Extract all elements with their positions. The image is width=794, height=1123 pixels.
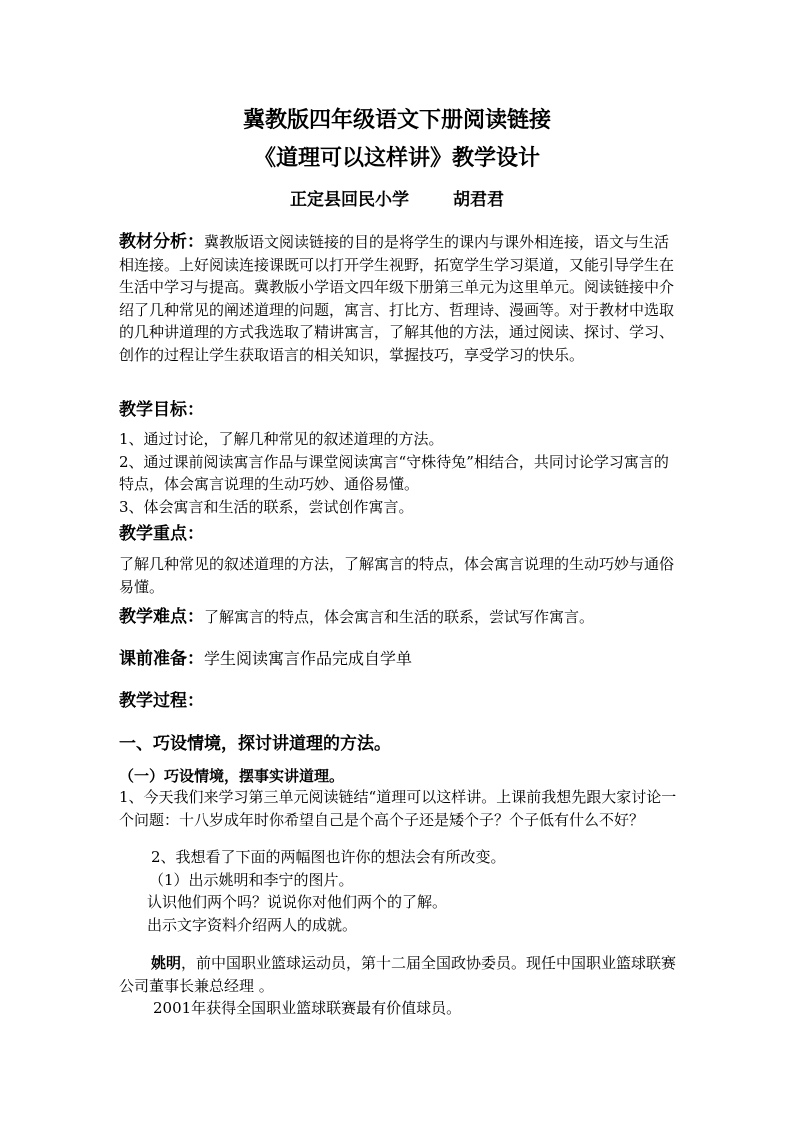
yao-name: 姚明 (151, 954, 182, 972)
author-line (0, 188, 794, 212)
lesson-body-2 (119, 846, 679, 936)
analysis-text: 冀教版语文阅读链接的目的是将学生的课内与课外相连接，语文与生活相连接。上好阅读连接课既可以打开学生视野，拓宽学生学习渠道，又能引导学生在生活中学习与提高。冀教版小学语文四年级下册第三单元为这里单元。阅读链接中介绍了几种常见的阐述道理的问题，寓言、打比方、哲理诗、漫画等。对于教材中选取的几种讲道理的方式我选取了精讲寓言，了解其他的方法，通过阅读、探讨、学习、创作的过程让学生获取语言的相关知识，掌握技巧，享受学习的快乐。 (119, 233, 675, 364)
lesson-body (119, 786, 679, 831)
subsection-1-title: （一）巧设情境，摆事实讲道理。 (119, 767, 345, 785)
author-name: 胡君君 (453, 190, 504, 210)
prep-label: 课前准备： (119, 649, 204, 669)
lesson-paragraph: （1）出示姚明和李宁的图片。 (149, 870, 354, 889)
yao-text: ，前中国职业篮球运动员，第十二届全国政协委员。现任中国职业篮球联赛公司董事长兼总经理 。 (119, 954, 677, 995)
analysis-paragraph (119, 231, 679, 366)
goals-label: 教学目标： (119, 400, 204, 420)
document-subtitle: 《道理可以这样讲》教学设计 (253, 145, 540, 171)
process-label: 教学过程： (119, 691, 204, 711)
focus-heading (119, 523, 679, 546)
yao-paragraph (119, 952, 679, 997)
lesson-paragraph: 2、我想看了下面的两幅图也许你的想法会有所改变。 (151, 848, 506, 866)
goal-item: 2、通过课前阅读寓言作品与课堂阅读寓言“守株待兔”相结合，共同讨论学习寓言的特点，体会寓言说理的生动巧妙、通俗易懂。 (119, 452, 669, 493)
difficulty-text: 了解寓言的特点，体会寓言和生活的联系，尝试写作寓言。 (204, 608, 595, 626)
document-title: 冀教版四年级语文下册阅读链接 (242, 107, 551, 133)
subsection-1-heading (119, 765, 679, 788)
author-school: 正定县回民小学 (290, 190, 409, 210)
section-1-title: 一、巧设情境，探讨讲道理的方法。 (119, 734, 391, 754)
analysis-section (119, 231, 679, 366)
lesson-paragraph: 出示文字资料介绍两人的成就。 (147, 915, 358, 934)
analysis-label: 教材分析： (119, 232, 204, 252)
difficulty-label: 教学难点： (119, 607, 204, 627)
process-heading (119, 690, 679, 713)
difficulty-section (119, 606, 679, 629)
lesson-paragraph: 认识他们两个吗？说说你对他们两个的了解。 (147, 893, 448, 911)
focus-label: 教学重点： (119, 524, 204, 544)
section-1-heading (119, 733, 679, 756)
focus-text (119, 553, 679, 598)
goals-list (119, 428, 679, 518)
yao-award: 2001年获得全国职业篮球联赛最有价值球员。 (153, 999, 462, 1017)
focus-paragraph: 了解几种常见的叙述道理的方法，了解寓言的特点，体会寓言说理的生动巧妙与通俗易懂。 (119, 555, 675, 596)
prep-text: 学生阅读寓言作品完成自学单 (204, 649, 413, 668)
prep-section (119, 648, 679, 671)
goals-heading (119, 399, 679, 422)
yao-ming-info (119, 952, 679, 1020)
goal-item: 3、体会寓言和生活的联系，尝试创作寓言。 (119, 497, 414, 516)
lesson-paragraph: 1、今天我们来学习第三单元阅读链结“道理可以这样讲。上课前我想先跟大家讨论一个问题：十八岁成年时你希望自己是个高个子还是矮个子？个子低有什么不好？ (119, 788, 677, 829)
goal-item: 1、通过讨论，了解几种常见的叙述道理的方法。 (119, 430, 444, 448)
